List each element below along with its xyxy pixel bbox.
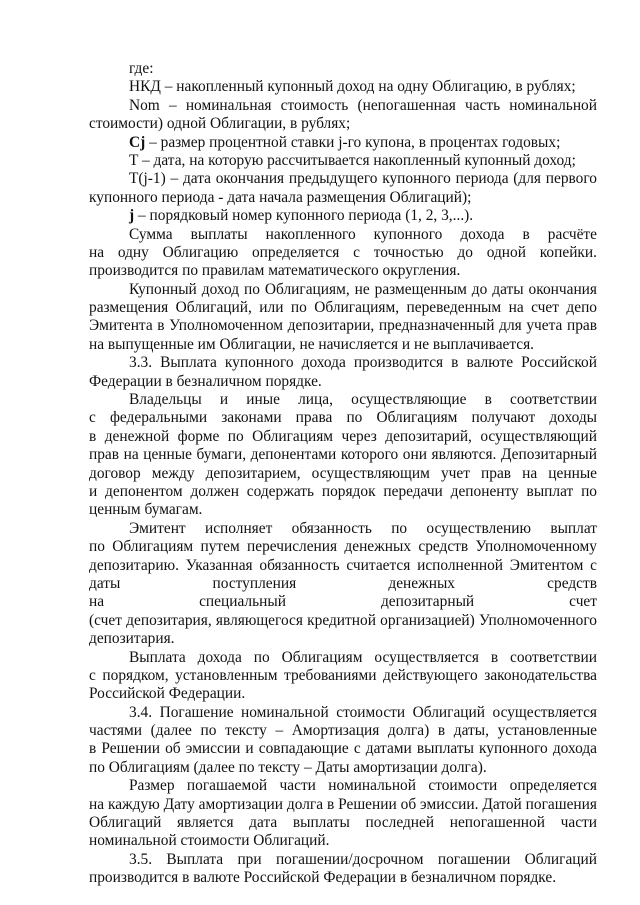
variable-j: j	[129, 207, 135, 225]
text-line: производится по правилам математического округления.	[89, 262, 461, 280]
text-line: и депонентом должен содержать порядок передачи депоненту выплат по	[89, 482, 597, 500]
text-line: НКД – накопленный купонный доход на одну Облигацию, в рублях;	[129, 78, 576, 96]
text-line: купонного периода - дата начала размещения Облигаций);	[89, 188, 472, 206]
line-rest: – размер процентной ставки j-го купона, в процентах годовых;	[145, 133, 561, 151]
text-line: 3.5. Выплата при погашении/досрочном погашении Облигаций	[129, 850, 597, 868]
text-line: на каждую Дату амортизации долга в Решении об эмиссии. Датой погашения	[89, 795, 597, 813]
text-line: где:	[129, 60, 154, 77]
text-line: Облигаций является дата выплаты последней непогашенной части	[89, 814, 597, 832]
text-line: Владельцы и иные лица, осуществляющие в соответствии	[129, 391, 597, 409]
text-line: T – дата, на которую рассчитывается накопленный купонный доход;	[129, 151, 576, 169]
text-line: Nom – номинальная стоимость (непогашенная часть номинальной	[129, 96, 597, 114]
document-text	[89, 60, 597, 888]
text-line	[89, 207, 597, 225]
text-line: в денежной форме по Облигациям через депозитарий, осуществляющий	[89, 427, 597, 445]
text-line: даты поступления денежных средств	[89, 574, 597, 592]
text-line	[89, 134, 597, 152]
text-line: в Решении об эмиссии и совпадающие с датами выплаты купонного дохода	[89, 740, 597, 758]
text-line: номинальной стоимости Облигаций.	[89, 832, 330, 850]
text-line: Эмитента в Уполномоченном депозитарии, предназначенный для учета прав	[89, 317, 597, 335]
text-line: Федерации в безналичном порядке.	[89, 372, 322, 390]
text-line: договор между депозитарием, осуществляющим учет прав на ценные	[89, 464, 597, 482]
text-line: по Облигациям (далее по тексту – Даты амортизации долга).	[89, 758, 487, 776]
text-line: депозитарию. Указанная обязанность считается исполненной Эмитентом с	[89, 556, 597, 574]
line-rest: – порядковый номер купонного периода (1, 2, 3,...).	[134, 207, 474, 225]
text-line: на одну Облигацию определяется с точностью до одной копейки.	[89, 243, 597, 261]
text-line: (счет депозитария, являющегося кредитной организацией) Уполномоченного	[89, 611, 597, 629]
text-line: размещения Облигаций, или по Облигациям, переведенным на счет депо	[89, 299, 597, 317]
text-line: Российской Федерации.	[89, 685, 246, 703]
text-line: T(j-1) – дата окончания предыдущего купонного периода (для первого	[129, 170, 597, 188]
variable-cj: Cj	[129, 133, 146, 151]
text-line: с федеральными законами права по Облигациям получают доходы	[89, 409, 597, 427]
text-line: на специальный депозитарный счет	[89, 593, 597, 611]
text-line: Размер погашаемой части номинальной стоимости определяется	[129, 777, 597, 795]
text-line: прав на ценные бумаги, депонентами которого они являются. Депозитарный	[89, 446, 597, 464]
text-line: стоимости) одной Облигации, в рублях;	[89, 115, 351, 133]
text-line: депозитария.	[89, 630, 175, 648]
text-line: Сумма выплаты накопленного купонного дохода в расчёте	[129, 225, 597, 243]
text-line: производится в валюте Российской Федерации в безналичном порядке.	[89, 869, 557, 887]
text-line: по Облигациям путем перечисления денежных средств Уполномоченному	[89, 538, 597, 556]
text-line: 3.4. Погашение номинальной стоимости Облигаций осуществляется	[129, 703, 597, 721]
text-line: с порядком, установленным требованиями действующего законодательства	[89, 666, 597, 684]
text-line: Эмитент исполняет обязанность по осуществлению выплат	[129, 519, 597, 537]
text-line: частями (далее по тексту – Амортизация долга) в даты, установленные	[89, 722, 597, 740]
text-line: 3.3. Выплата купонного дохода производится в валюте Российской	[129, 354, 597, 372]
text-line: на выпущенные им Облигации, не начисляется и не выплачивается.	[89, 335, 535, 353]
text-line: Выплата дохода по Облигациям осуществляется в соответствии	[129, 648, 597, 666]
text-line: Купонный доход по Облигациям, не размещенным до даты окончания	[129, 280, 597, 298]
text-line: ценным бумагам.	[89, 501, 203, 519]
